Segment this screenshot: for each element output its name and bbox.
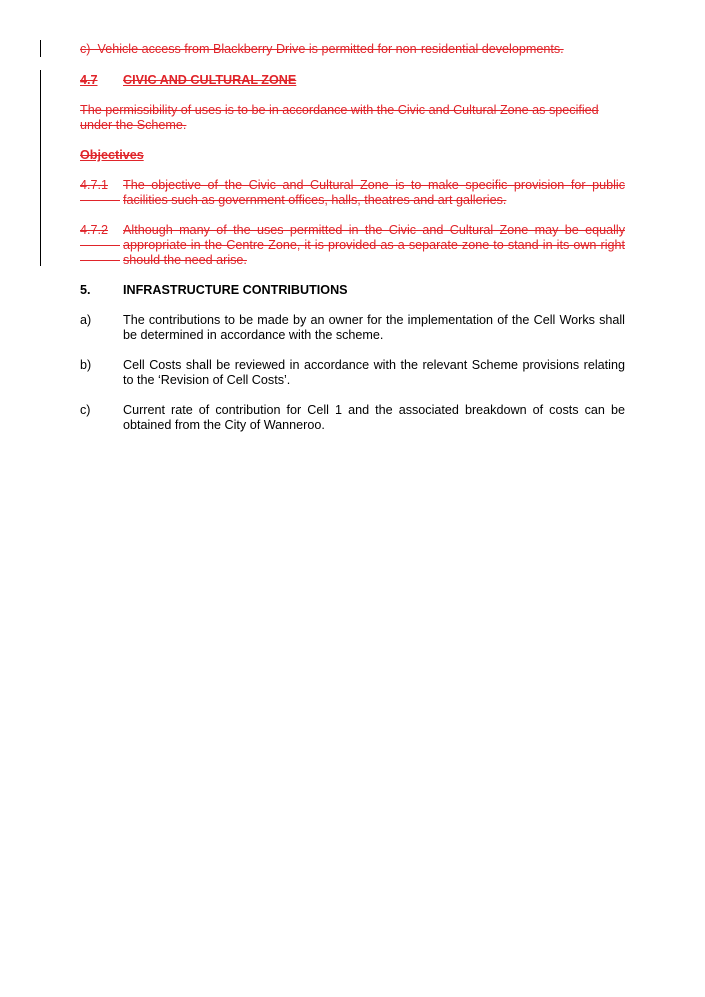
list-item-text: Current rate of contribution for Cell 1 and the associated breakdown of costs can be obtained from the City of Wanneroo.: [123, 403, 625, 432]
deleted-objective-number: 4.7.2: [80, 223, 109, 237]
deleted-item-c: c) Vehicle access from Blackberry Drive is permitted for non-residential developments.: [80, 42, 564, 56]
deleted-hanging-dash: [80, 245, 120, 246]
list-item-label: c): [80, 403, 91, 417]
deleted-heading-title: CIVIC AND CULTURAL ZONE: [123, 73, 297, 87]
deleted-objective-text: The objective of the Civic and Cultural Zone is to make specific provision for public facilities such as government offices, halls, theatres and art galleries.: [123, 178, 625, 207]
section-title: INFRASTRUCTURE CONTRIBUTIONS: [123, 283, 348, 297]
deleted-intro-paragraph: The permissibility of uses is to be in accordance with the Civic and Cultural Zone as specified under the Scheme.: [80, 103, 599, 132]
change-bar-top: [40, 40, 41, 57]
list-item-text: Cell Costs shall be reviewed in accordance with the relevant Scheme provisions relating to the ‘Revision of Cell Costs’.: [123, 358, 625, 387]
deleted-objectives-heading: Objectives: [80, 148, 144, 162]
deleted-hanging-dash: [80, 260, 120, 261]
change-bar-main: [40, 70, 41, 266]
list-item-label: a): [80, 313, 92, 327]
deleted-hanging-dash: [80, 200, 120, 201]
list-item-label: b): [80, 358, 92, 372]
list-item-text: The contributions to be made by an owner for the implementation of the Cell Works shall be determined in accordance with the scheme.: [123, 313, 625, 342]
deleted-heading-number: 4.7: [80, 73, 98, 87]
deleted-objective-text: Although many of the uses permitted in the Civic and Cultural Zone may be equally appropriate in the Centre Zone, it is provided as a separate zone to stand in its own right should the need arise.: [123, 223, 625, 267]
deleted-objective-number: 4.7.1: [80, 178, 109, 192]
section-number: 5.: [80, 283, 91, 297]
